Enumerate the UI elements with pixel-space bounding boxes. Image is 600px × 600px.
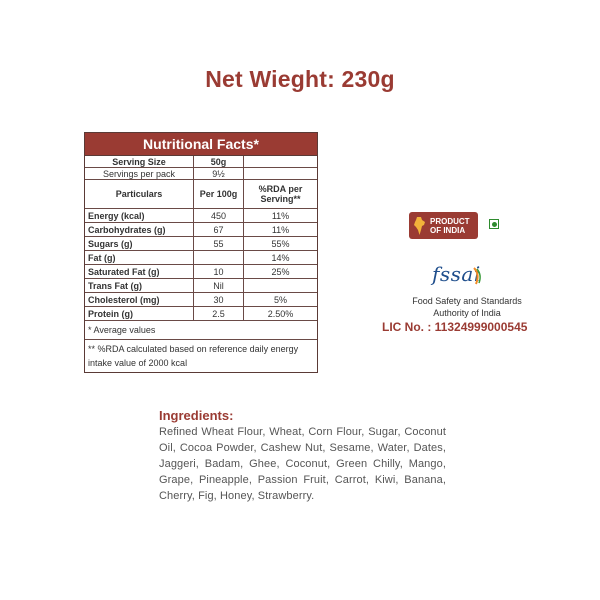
- nutrient-rda: [244, 279, 317, 292]
- nutrient-per-100g: [194, 251, 244, 264]
- veg-symbol-icon: [489, 219, 499, 229]
- net-weight-title: Net Wieght: 230g: [205, 66, 395, 92]
- table-row: [85, 237, 317, 251]
- badge-line2: OF INDIA: [430, 225, 466, 235]
- header-particulars: Particulars: [85, 180, 194, 208]
- nutrient-per-100g: 10: [194, 265, 244, 278]
- table-row: [85, 251, 317, 265]
- license-number: LIC No. : 11324999000545: [382, 320, 528, 334]
- nutrient-rda: 55%: [271, 238, 290, 249]
- nutrient-per-100g: 30: [194, 293, 244, 306]
- table-row: [85, 223, 317, 237]
- nutrient-per-100g: Nil: [194, 279, 244, 292]
- note-rda-row: [85, 340, 317, 372]
- nutrient-name: Trans Fat (g): [85, 279, 194, 292]
- note-average-row: [85, 321, 317, 340]
- table-row: [85, 209, 317, 223]
- nutrient-name: Cholesterol (mg): [85, 293, 194, 306]
- nutrition-facts-title: Nutritional Facts*: [85, 133, 317, 156]
- nutrient-rda: 11%: [271, 224, 290, 235]
- nutrient-name: Sugars (g): [85, 237, 194, 250]
- ingredients-text: Refined Wheat Flour, Wheat, Corn Flour, Sugar, Coconut Oil, Cocoa Powder, Cashew Nut, Sesame, Water, Dates, Jaggeri, Badam, Ghee, Coconut, Green Chilly, Mango, Grape, Pineapple, Passion Fruit, Carrot, Kiwi, Banana, Cherry, Fig, Honey, Strawberry.: [159, 426, 446, 502]
- nutrient-name: Carbohydrates (g): [85, 223, 194, 236]
- serving-size-value: 50g: [194, 156, 244, 167]
- nutrient-per-100g: 67: [194, 223, 244, 236]
- empty-cell: [244, 156, 317, 167]
- nutrition-facts-table: [84, 132, 318, 373]
- nutrient-per-100g: 2.5: [194, 307, 244, 320]
- nutrient-rda: 5%: [273, 294, 287, 305]
- nutrient-name: Fat (g): [85, 251, 194, 264]
- serving-size-row: [85, 156, 317, 168]
- nutrient-rda: 25%: [271, 266, 290, 277]
- table-row: [85, 265, 317, 279]
- table-header-row: [85, 180, 317, 209]
- badge-line1: PRODUCT: [430, 216, 470, 226]
- fssai-text-line2: Authority of India: [433, 308, 501, 318]
- note-rda: ** %RDA calculated based on reference daily energy intake value of 2000 kcal: [88, 344, 299, 368]
- product-of-india-badge: [409, 212, 478, 239]
- empty-cell: [244, 168, 317, 179]
- table-row: [85, 279, 317, 293]
- nutrient-rda: 11%: [271, 210, 290, 221]
- nutrient-rda: 14%: [271, 252, 290, 263]
- header-per-100g: Per 100g: [194, 180, 244, 208]
- veg-dot: [492, 222, 497, 227]
- nutrient-rda: 2.50%: [267, 308, 294, 319]
- nutrient-name: Protein (g): [85, 307, 194, 320]
- servings-per-pack-label: Servings per pack: [85, 168, 194, 179]
- header-rda: %RDA per Serving**: [258, 184, 303, 204]
- table-row: [85, 307, 317, 321]
- nutrient-name: Energy (kcal): [85, 209, 194, 222]
- note-average: * Average values: [88, 325, 156, 335]
- fssai-text-line1: Food Safety and Standards: [412, 296, 522, 306]
- fssai-logo: fssai: [432, 262, 481, 286]
- nutrient-per-100g: 55: [194, 237, 244, 250]
- nutrient-name: Saturated Fat (g): [85, 265, 194, 278]
- serving-size-label: Serving Size: [85, 156, 194, 167]
- india-map-icon: [412, 216, 427, 236]
- nutrient-per-100g: 450: [194, 209, 244, 222]
- servings-per-pack-value: 9½: [194, 168, 244, 179]
- ingredients-title: Ingredients:: [159, 408, 234, 423]
- servings-per-pack-row: [85, 168, 317, 180]
- table-row: [85, 293, 317, 307]
